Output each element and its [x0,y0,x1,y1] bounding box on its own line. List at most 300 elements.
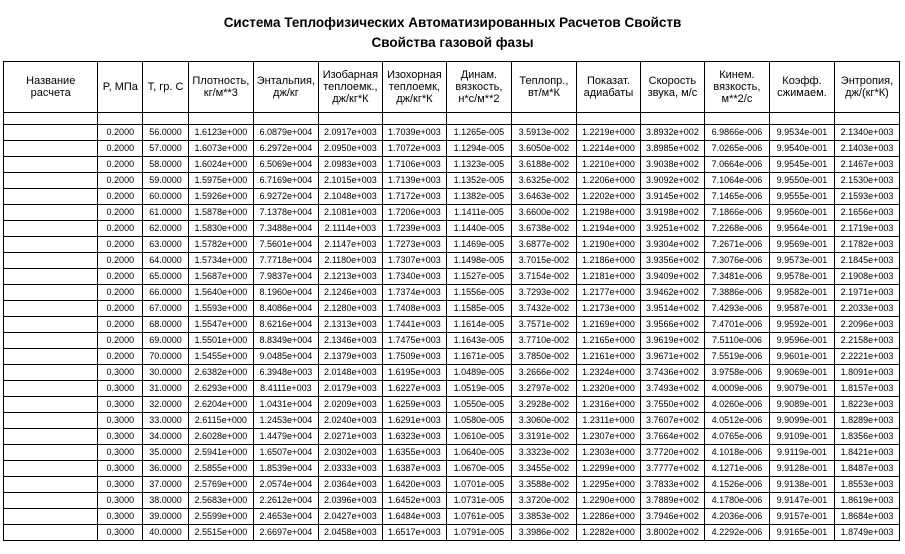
table-cell: 3.9198e+002 [640,205,704,221]
table-cell: 3.9145e+002 [640,189,704,205]
column-header-line: вязкость, [713,81,761,93]
table-cell: 1.7509e+003 [382,349,446,365]
table-cell [4,493,98,509]
column-header-line: теплоемк, [388,81,440,93]
table-cell: 1.7106e+003 [382,157,446,173]
table-cell: 0.3000 [98,365,143,381]
table-cell: 2.2096e+003 [834,317,899,333]
table-cell: 1.1323e-005 [446,157,511,173]
table-cell: 3.6877e-002 [511,237,576,253]
table-cell: 1.1265e-005 [446,125,511,141]
table-cell: 2.5599e+000 [188,509,253,525]
column-header-line: T, гр. С [147,81,184,93]
table-row [4,493,900,509]
table-cell: 0.3000 [98,493,143,509]
table-cell: 3.7432e-002 [511,301,576,317]
properties-table [3,61,900,541]
table-cell: 3.3720e-002 [511,493,576,509]
table-cell: 7.5601e+004 [253,237,318,253]
table-cell: 1.5975e+000 [188,173,253,189]
table-cell: 2.1845e+003 [834,253,899,269]
column-header [769,62,834,113]
table-cell: 3.9758e-006 [704,365,769,381]
column-header-line: Название [26,75,76,87]
table-cell: 3.2928e-002 [511,397,576,413]
table-cell: 2.2221e+003 [834,349,899,365]
table-cell: 9.9079e-001 [769,381,834,397]
table-row [4,237,900,253]
table-cell: 3.3853e-002 [511,509,576,525]
table-cell: 1.5547e+000 [188,317,253,333]
table-row [4,285,900,301]
column-header-line: дж/кг*К [332,93,369,105]
table-cell: 1.1614e-005 [446,317,511,333]
table-cell: 9.9069e-001 [769,365,834,381]
table-cell: 9.0485e+004 [253,349,318,365]
table-cell: 3.6738e-002 [511,221,576,237]
table-cell: 2.1782e+003 [834,237,899,253]
table-cell: 1.0489e-005 [446,365,511,381]
table-cell: 60.0000 [143,189,189,205]
table-cell: 3.8002e+002 [640,525,704,541]
table-cell: 1.2214e+000 [576,141,640,157]
table-cell: 9.9109e-001 [769,429,834,445]
table-cell: 1.2324e+000 [576,365,640,381]
column-header-line: Изохорная [387,69,442,81]
table-cell: 1.1411e-005 [446,205,511,221]
column-header-line: Энтальпия, [256,75,316,87]
table-row [4,301,900,317]
table-cell: 2.5855e+000 [188,461,253,477]
table-cell: 30.0000 [143,365,189,381]
table-cell: 7.3481e-006 [704,269,769,285]
table-cell: 1.2453e+004 [253,413,318,429]
table-cell: 3.5913e-002 [511,125,576,141]
table-cell: 0.2000 [98,317,143,333]
spacer-row [4,113,900,125]
table-cell: 2.1467e+003 [834,157,899,173]
table-cell: 2.1379e+003 [318,349,382,365]
table-cell: 1.2194e+000 [576,221,640,237]
table-cell: 2.1719e+003 [834,221,899,237]
column-header-line: дж/(кг*К) [845,87,889,99]
table-cell [4,189,98,205]
report-subtitle: Свойства газовой фазы [371,35,534,50]
table-row [4,173,900,189]
spacer-cell [98,113,143,125]
column-header [253,62,318,113]
table-cell: 7.9837e+004 [253,269,318,285]
table-cell: 4.0765e-006 [704,429,769,445]
table-cell: 7.1866e-006 [704,205,769,221]
table-cell: 1.7273e+003 [382,237,446,253]
table-cell: 3.9251e+002 [640,221,704,237]
column-header-line: кг/м**3 [203,87,238,99]
column-header-line: Изобарная [322,69,379,81]
table-cell: 3.3986e-002 [511,525,576,541]
table-cell: 2.4653e+004 [253,509,318,525]
table-cell: 0.2000 [98,205,143,221]
table-cell: 9.9573e-001 [769,253,834,269]
table-cell: 9.9582e-001 [769,285,834,301]
table-cell: 38.0000 [143,493,189,509]
table-cell: 1.5830e+000 [188,221,253,237]
table-row [4,525,900,541]
table-cell: 9.9550e-001 [769,173,834,189]
table-cell: 0.2000 [98,349,143,365]
table-cell: 1.7172e+003 [382,189,446,205]
table-cell: 0.2000 [98,333,143,349]
table-cell: 1.8749e+003 [834,525,899,541]
table-cell: 2.5683e+000 [188,493,253,509]
table-cell: 32.0000 [143,397,189,413]
table-cell: 0.3000 [98,397,143,413]
table-cell: 0.3000 [98,509,143,525]
table-cell: 9.9578e-001 [769,269,834,285]
table-cell: 1.7139e+003 [382,173,446,189]
table-cell: 3.7571e-002 [511,317,576,333]
table-cell: 69.0000 [143,333,189,349]
table-cell: 4.0260e-006 [704,397,769,413]
table-cell: 9.9147e-001 [769,493,834,509]
column-header-line: P, МПа [102,81,138,93]
table-row [4,189,900,205]
table-cell: 1.5878e+000 [188,205,253,221]
table-cell: 1.6123e+000 [188,125,253,141]
table-cell: 3.7015e-002 [511,253,576,269]
table-cell [4,429,98,445]
table-cell: 1.6452e+003 [382,493,446,509]
spacer-cell [253,113,318,125]
table-cell: 2.0458e+003 [318,525,382,541]
table-cell: 9.9545e-001 [769,157,834,173]
table-cell: 2.1015e+003 [318,173,382,189]
table-cell: 1.6420e+003 [382,477,446,493]
table-cell: 7.2268e-006 [704,221,769,237]
table-cell: 1.8684e+003 [834,509,899,525]
table-cell: 1.6517e+003 [382,525,446,541]
table-cell: 6.9272e+004 [253,189,318,205]
table-cell [4,349,98,365]
column-header-line: Кинем. [719,69,755,81]
table-cell: 3.7293e-002 [511,285,576,301]
table-cell: 40.0000 [143,525,189,541]
table-cell: 3.3323e-002 [511,445,576,461]
table-cell: 35.0000 [143,445,189,461]
table-cell: 1.6484e+003 [382,509,446,525]
table-cell: 2.0179e+003 [318,381,382,397]
table-cell: 1.0731e-005 [446,493,511,509]
table-cell: 7.0265e-006 [704,141,769,157]
table-cell: 9.9540e-001 [769,141,834,157]
table-cell: 1.1469e-005 [446,237,511,253]
table-cell: 68.0000 [143,317,189,333]
table-cell: 61.0000 [143,205,189,221]
table-cell: 1.6259e+003 [382,397,446,413]
table-cell: 2.0917e+003 [318,125,382,141]
table-cell: 1.8539e+004 [253,461,318,477]
table-cell: 1.8289e+003 [834,413,899,429]
table-cell: 1.8356e+003 [834,429,899,445]
spacer-cell [143,113,189,125]
table-cell: 1.2181e+000 [576,269,640,285]
table-cell: 2.1213e+003 [318,269,382,285]
table-cell: 1.8091e+003 [834,365,899,381]
table-cell: 2.0271e+003 [318,429,382,445]
table-cell: 2.1656e+003 [834,205,899,221]
table-cell: 2.0983e+003 [318,157,382,173]
table-cell: 3.6050e-002 [511,141,576,157]
table-cell: 2.2612e+004 [253,493,318,509]
column-header [4,62,98,113]
column-header-line: Энтропия, [840,75,894,87]
table-cell: 3.7720e+002 [640,445,704,461]
table-cell: 2.1530e+003 [834,173,899,189]
table-cell: 2.0302e+003 [318,445,382,461]
table-cell: 1.2165e+000 [576,333,640,349]
table-cell [4,157,98,173]
table-cell: 3.9671e+002 [640,349,704,365]
table-cell: 4.2036e-006 [704,509,769,525]
table-cell: 2.0333e+003 [318,461,382,477]
table-cell: 1.7374e+003 [382,285,446,301]
table-cell: 2.0364e+003 [318,477,382,493]
table-cell: 3.7777e+002 [640,461,704,477]
table-cell [4,365,98,381]
table-cell: 8.8349e+004 [253,333,318,349]
column-header-line: звука, м/с [647,87,698,99]
table-cell: 3.6600e-002 [511,205,576,221]
table-cell: 2.0396e+003 [318,493,382,509]
table-cell [4,253,98,269]
table-cell: 1.1498e-005 [446,253,511,269]
table-cell: 1.0701e-005 [446,477,511,493]
spacer-cell [318,113,382,125]
table-cell: 1.1671e-005 [446,349,511,365]
table-cell: 3.9092e+002 [640,173,704,189]
table-cell [4,285,98,301]
table-cell: 3.7833e+002 [640,477,704,493]
table-cell: 1.5926e+000 [188,189,253,205]
column-header-line: Теплопр., [519,75,569,87]
table-cell: 64.0000 [143,253,189,269]
spacer-cell [4,113,98,125]
table-cell: 3.6188e-002 [511,157,576,173]
table-cell [4,445,98,461]
table-cell: 1.2320e+000 [576,381,640,397]
table-cell: 1.1527e-005 [446,269,511,285]
table-cell: 9.9089e-001 [769,397,834,413]
table-cell: 1.8487e+003 [834,461,899,477]
table-cell: 9.9157e-001 [769,509,834,525]
table-cell [4,237,98,253]
table-cell: 1.2210e+000 [576,157,640,173]
table-cell: 1.2282e+000 [576,525,640,541]
table-cell: 1.5455e+000 [188,349,253,365]
table-cell: 2.0240e+003 [318,413,382,429]
table-cell: 2.5769e+000 [188,477,253,493]
table-cell: 2.6204e+000 [188,397,253,413]
table-cell: 4.1526e-006 [704,477,769,493]
table-row [4,429,900,445]
table-cell: 57.0000 [143,141,189,157]
column-header-line: Скорость [648,75,697,87]
table-cell: 1.2173e+000 [576,301,640,317]
table-cell: 9.9555e-001 [769,189,834,205]
table-cell: 1.2295e+000 [576,477,640,493]
column-header [143,62,189,113]
table-row [4,413,900,429]
table-cell: 1.5501e+000 [188,333,253,349]
table-cell: 2.2158e+003 [834,333,899,349]
table-cell: 1.6387e+003 [382,461,446,477]
table-cell [4,301,98,317]
table-cell: 1.2206e+000 [576,173,640,189]
table-cell [4,125,98,141]
table-cell: 1.1556e-005 [446,285,511,301]
table-cell: 1.2290e+000 [576,493,640,509]
table-cell: 1.1585e-005 [446,301,511,317]
spacer-cell [511,113,576,125]
table-cell: 3.7154e-002 [511,269,576,285]
table-cell: 2.6382e+000 [188,365,253,381]
table-cell: 3.3588e-002 [511,477,576,493]
table-cell: 2.6293e+000 [188,381,253,397]
table-cell: 2.1346e+003 [318,333,382,349]
table-cell: 3.9409e+002 [640,269,704,285]
table-cell: 1.6323e+003 [382,429,446,445]
table-cell: 1.0519e-005 [446,381,511,397]
table-row [4,365,900,381]
table-cell: 3.6463e-002 [511,189,576,205]
table-cell: 37.0000 [143,477,189,493]
table-cell: 3.6325e-002 [511,173,576,189]
table-cell: 3.7946e+002 [640,509,704,525]
table-cell: 1.2161e+000 [576,349,640,365]
column-header [704,62,769,113]
table-cell: 2.5941e+000 [188,445,253,461]
table-cell [4,525,98,541]
table-cell: 2.0574e+004 [253,477,318,493]
table-cell: 1.6024e+000 [188,157,253,173]
table-cell [4,397,98,413]
table-cell: 0.2000 [98,141,143,157]
table-cell: 3.7493e+002 [640,381,704,397]
column-header [188,62,253,113]
column-header-line: адиабаты [583,87,634,99]
table-cell [4,333,98,349]
table-row [4,253,900,269]
table-cell: 2.1313e+003 [318,317,382,333]
table-cell: 3.7550e+002 [640,397,704,413]
table-row [4,461,900,477]
table-cell: 0.2000 [98,269,143,285]
table-cell: 1.1440e-005 [446,221,511,237]
table-row [4,477,900,493]
table-row [4,381,900,397]
table-cell: 36.0000 [143,461,189,477]
table-cell: 0.2000 [98,125,143,141]
table-row [4,269,900,285]
table-cell: 2.1180e+003 [318,253,382,269]
table-cell: 3.9038e+002 [640,157,704,173]
table-cell: 1.6073e+000 [188,141,253,157]
table-cell: 2.1081e+003 [318,205,382,221]
table-row [4,221,900,237]
table-cell: 3.3191e-002 [511,429,576,445]
table-cell: 7.5519e-006 [704,349,769,365]
spacer-cell [576,113,640,125]
table-cell: 3.7710e-002 [511,333,576,349]
spacer-cell [640,113,704,125]
column-header [98,62,143,113]
table-cell: 4.2292e-006 [704,525,769,541]
spacer-cell [382,113,446,125]
table-cell: 34.0000 [143,429,189,445]
table-row [4,445,900,461]
table-cell: 2.1971e+003 [834,285,899,301]
table-cell: 7.1378e+004 [253,205,318,221]
table-cell [4,173,98,189]
table-cell: 3.7889e+002 [640,493,704,509]
table-cell: 9.9165e-001 [769,525,834,541]
table-cell: 0.2000 [98,253,143,269]
table-cell: 63.0000 [143,237,189,253]
table-cell: 9.9099e-001 [769,413,834,429]
table-cell [4,477,98,493]
spacer-cell [834,113,899,125]
table-cell: 7.3886e-006 [704,285,769,301]
table-cell: 7.5110e-006 [704,333,769,349]
table-cell: 2.0950e+003 [318,141,382,157]
table-cell: 6.9866e-006 [704,125,769,141]
table-cell: 3.9304e+002 [640,237,704,253]
table-cell: 0.3000 [98,445,143,461]
column-header-line: Показат. [586,75,630,87]
table-cell: 1.8619e+003 [834,493,899,509]
table-cell: 2.1280e+003 [318,301,382,317]
table-cell: 56.0000 [143,125,189,141]
table-cell: 6.5069e+004 [253,157,318,173]
table-cell: 39.0000 [143,509,189,525]
column-header-line: Динам. [460,69,498,81]
table-row [4,397,900,413]
column-header-line: м**2/с [721,93,753,105]
spacer-cell [704,113,769,125]
table-cell: 1.2198e+000 [576,205,640,221]
table-cell: 2.6115e+000 [188,413,253,429]
table-cell: 0.2000 [98,173,143,189]
table-cell: 2.5515e+000 [188,525,253,541]
table-cell: 1.0791e-005 [446,525,511,541]
column-header-line: дж/кг [273,87,299,99]
table-cell: 2.1340e+003 [834,125,899,141]
header-row [4,62,900,113]
column-header [511,62,576,113]
table-cell: 1.2286e+000 [576,509,640,525]
column-header-line: Коэфф. [782,75,822,87]
table-cell: 3.9514e+002 [640,301,704,317]
table-cell: 1.0580e-005 [446,413,511,429]
table-cell: 3.7664e+002 [640,429,704,445]
column-header-line: н*с/м**2 [458,93,500,105]
table-cell [4,205,98,221]
table-cell: 1.6355e+003 [382,445,446,461]
table-cell: 7.4701e-006 [704,317,769,333]
table-cell: 2.6028e+000 [188,429,253,445]
table-cell: 1.1382e-005 [446,189,511,205]
table-cell: 7.3076e-006 [704,253,769,269]
